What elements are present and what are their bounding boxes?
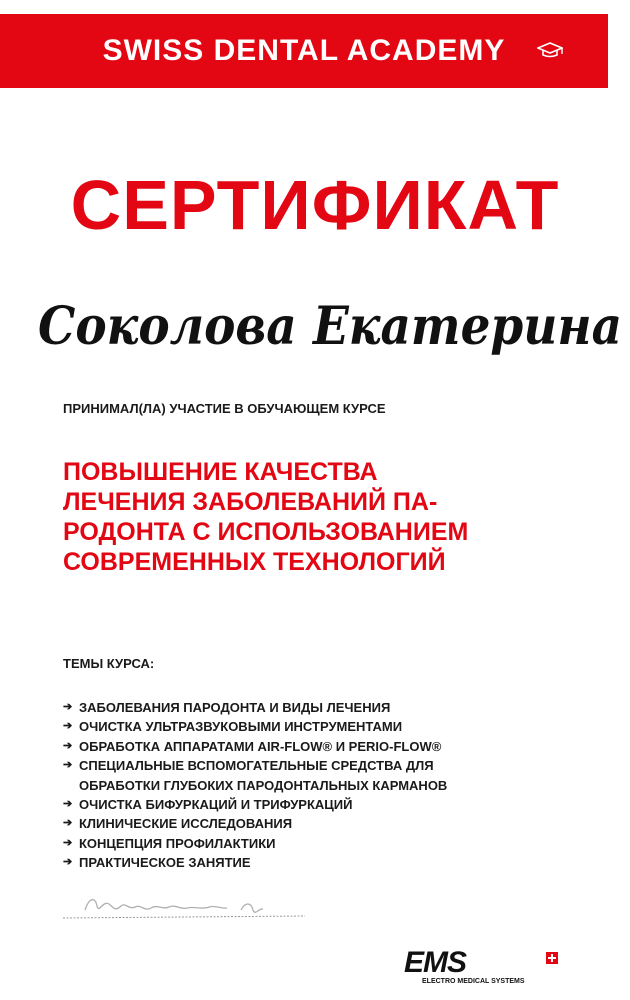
arrow-right-icon: ➔ [63,817,73,830]
topics-list [63,698,583,873]
topic-item: ➔ СПЕЦИАЛЬНЫЕ ВСПОМОГАТЕЛЬНЫЕ СРЕДСТВА ДЛЯ [63,756,583,775]
course-title-line: ЛЕЧЕНИЯ ЗАБОЛЕВАНИЙ ПА- [63,488,438,516]
arrow-right-icon: ➔ [63,759,73,772]
course-title-line: ПОВЫШЕНИЕ КАЧЕСТВА [63,458,378,486]
signature [55,888,315,928]
course-title-line: СОВРЕМЕННЫХ ТЕХНОЛОГИЙ [63,548,446,576]
arrow-right-icon: ➔ [63,798,73,811]
academy-banner [0,14,608,88]
certificate-title: СЕРТИФИКАТ [70,166,560,244]
course-title-line: РОДОНТА С ИСПОЛЬЗОВАНИЕМ [63,518,469,546]
arrow-right-icon: ➔ [63,739,73,752]
graduation-cap-icon [537,42,563,58]
recipient-name-text: Соколова Екатерина [38,296,622,357]
ems-logo-mark: EMS [404,946,467,979]
recipient-name [30,288,630,360]
academy-name: SWISS DENTAL ACADEMY [102,34,506,67]
topic-item: ➔ ПРАКТИЧЕСКОЕ ЗАНЯТИЕ [63,853,583,872]
arrow-spacer [63,776,79,795]
arrow-right-icon: ➔ [63,836,73,849]
swiss-cross-icon [546,952,558,964]
course-title [63,457,583,577]
topic-item: ➔ КЛИНИЧЕСКИЕ ИССЛЕДОВАНИЯ [63,814,583,833]
ems-logo-subtext: ELECTRO MEDICAL SYSTEMS [422,978,525,985]
ems-logo [404,946,560,992]
topic-item: ➔ ЗАБОЛЕВАНИЯ ПАРОДОНТА И ВИДЫ ЛЕЧЕНИЯ [63,698,583,717]
topics-header: ТЕМЫ КУРСА: [63,656,155,671]
arrow-right-icon: ➔ [63,720,73,733]
topic-item: ➔ ОЧИСТКА БИФУРКАЦИЙ И ТРИФУРКАЦИЙ [63,795,583,814]
topic-item: ➔ КОНЦЕПЦИЯ ПРОФИЛАКТИКИ [63,834,583,853]
arrow-right-icon: ➔ [63,856,73,869]
topic-item: ➔ ОЧИСТКА УЛЬТРАЗВУКОВЫМИ ИНСТРУМЕНТАМИ [63,717,583,736]
topic-item: ➔ ОБРАБОТКА АППАРАТАМИ AIR-FLOW® И PERIO-FLOW® [63,737,583,756]
arrow-right-icon: ➔ [63,701,73,713]
topic-item-continuation: ОБРАБОТКИ ГЛУБОКИХ ПАРОДОНТАЛЬНЫХ КАРМАНОВ [63,776,583,795]
participation-statement: ПРИНИМАЛ(ЛА) УЧАСТИЕ В ОБУЧАЮЩЕМ КУРСЕ [63,401,386,416]
